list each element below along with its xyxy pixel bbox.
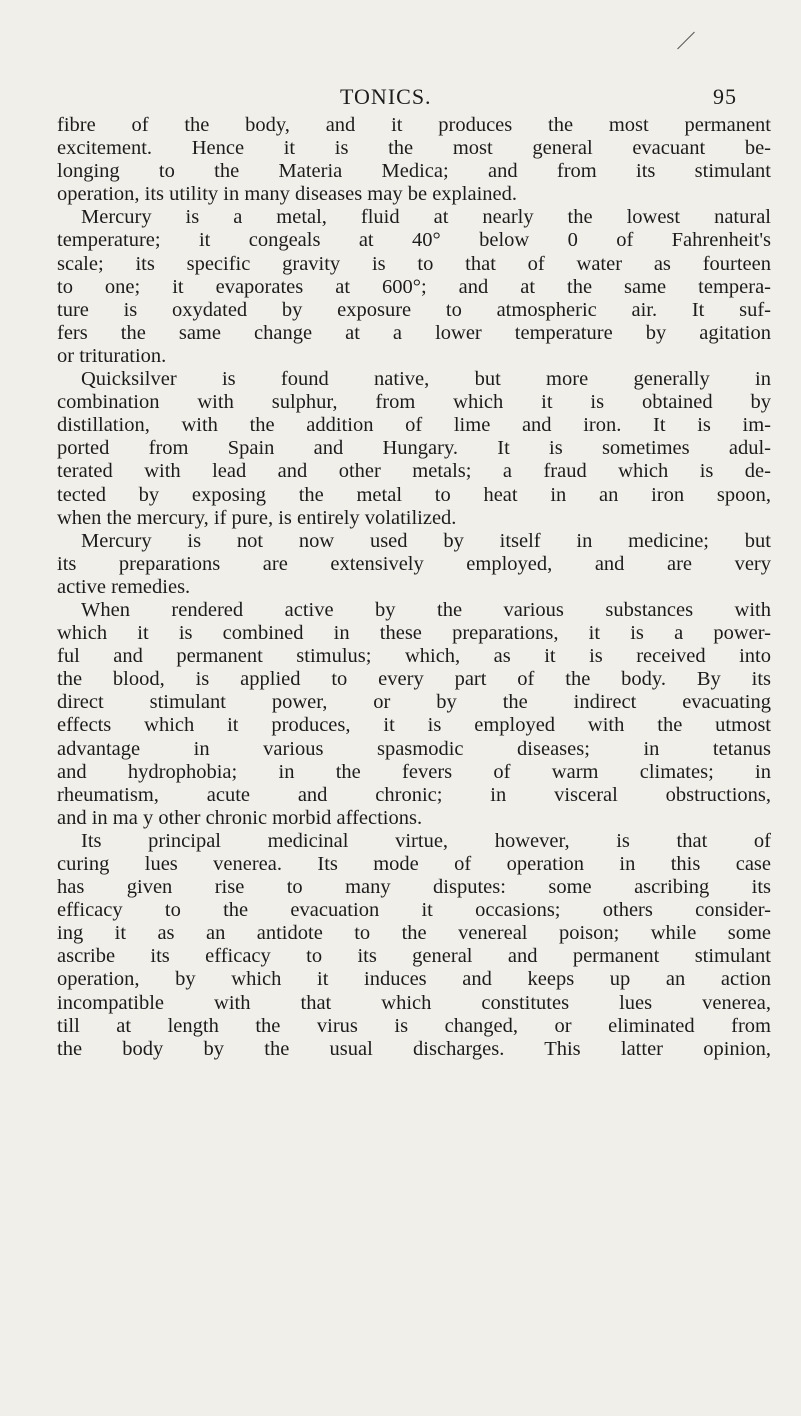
text-line: Mercury is not now used by itself in medicine; but — [81, 529, 771, 552]
page-corner-mark — [677, 32, 695, 50]
text-line: operation, its utility in many diseases may be explained. — [57, 183, 518, 206]
text-line: ascribe its efficacy to its general and permanent stimulant — [57, 945, 771, 968]
text-line: its preparations are extensively employed, and are very — [57, 552, 771, 575]
running-head — [57, 84, 771, 114]
text-line: and in ma y other chronic morbid affections. — [57, 806, 423, 829]
text-line: ing it as an antidote to the venereal poison; while some — [57, 922, 771, 945]
text-line: distillation, with the addition of lime and iron. It is im- — [57, 414, 771, 437]
text-line: ful and permanent stimulus; which, as it is received into — [57, 645, 771, 668]
text-line: effects which it produces, it is employed with the utmost — [57, 714, 771, 737]
text-line: Quicksilver is found native, but more generally in — [81, 368, 771, 391]
text-line: rheumatism, acute and chronic; in visceral obstructions, — [57, 783, 771, 806]
text-line: terated with lead and other metals; a fraud which is de- — [57, 460, 771, 483]
text-line: till at length the virus is changed, or eliminated from — [57, 1014, 771, 1037]
text-line: direct stimulant power, or by the indirect evacuating — [57, 691, 771, 714]
text-line: or trituration. — [57, 344, 167, 367]
text-line: active remedies. — [57, 575, 191, 598]
page-number: 95 — [713, 84, 737, 109]
text-line: excitement. Hence it is the most general evacuant be- — [57, 137, 771, 160]
text-line: ported from Spain and Hungary. It is sometimes adul- — [57, 437, 771, 460]
text-line: temperature; it congeals at 40° below 0 of Fahrenheit's — [57, 229, 771, 252]
text-line: the body by the usual discharges. This latter opinion, — [57, 1037, 771, 1060]
text-line: scale; its specific gravity is to that of water as fourteen — [57, 252, 771, 275]
text-line: the blood, is applied to every part of the body. By its — [57, 668, 771, 691]
text-line: efficacy to the evacuation it occasions; others consider- — [57, 899, 771, 922]
text-line: curing lues venerea. Its mode of operation in this case — [57, 853, 771, 875]
text-line: fers the same change at a lower temperature by agitation — [57, 321, 771, 344]
text-line: has given rise to many disputes: some ascribing its — [57, 876, 771, 899]
text-line: ture is oxydated by exposure to atmospheric air. It suf- — [57, 298, 771, 321]
text-line: when the mercury, if pure, is entirely volatilized. — [57, 506, 457, 529]
text-line: longing to the Materia Medica; and from its stimulant — [57, 160, 771, 183]
text-line: Its principal medicinal virtue, however, is that of — [81, 829, 771, 852]
running-title: TONICS. — [340, 84, 432, 109]
body-text — [57, 114, 771, 1061]
text-line: combination with sulphur, from which it is obtained by — [57, 391, 771, 414]
text-line: to one; it evaporates at 600°; and at the same tempera- — [57, 275, 771, 298]
text-line: tected by exposing the metal to heat in an iron spoon, — [57, 483, 771, 506]
text-line: incompatible with that which constitutes lues venerea, — [57, 991, 771, 1014]
text-line: which it is combined in these preparations, it is a power- — [57, 622, 771, 645]
text-line: and hydrophobia; in the fevers of warm climates; in — [57, 760, 771, 783]
text-line: advantage in various spasmodic diseases; in tetanus — [57, 737, 771, 760]
text-line: fibre of the body, and it produces the most permanent — [57, 114, 771, 136]
text-line: When rendered active by the various substances with — [81, 598, 771, 621]
text-line: operation, by which it induces and keeps up an action — [57, 968, 771, 991]
text-line: Mercury is a metal, fluid at nearly the lowest natural — [81, 206, 771, 229]
